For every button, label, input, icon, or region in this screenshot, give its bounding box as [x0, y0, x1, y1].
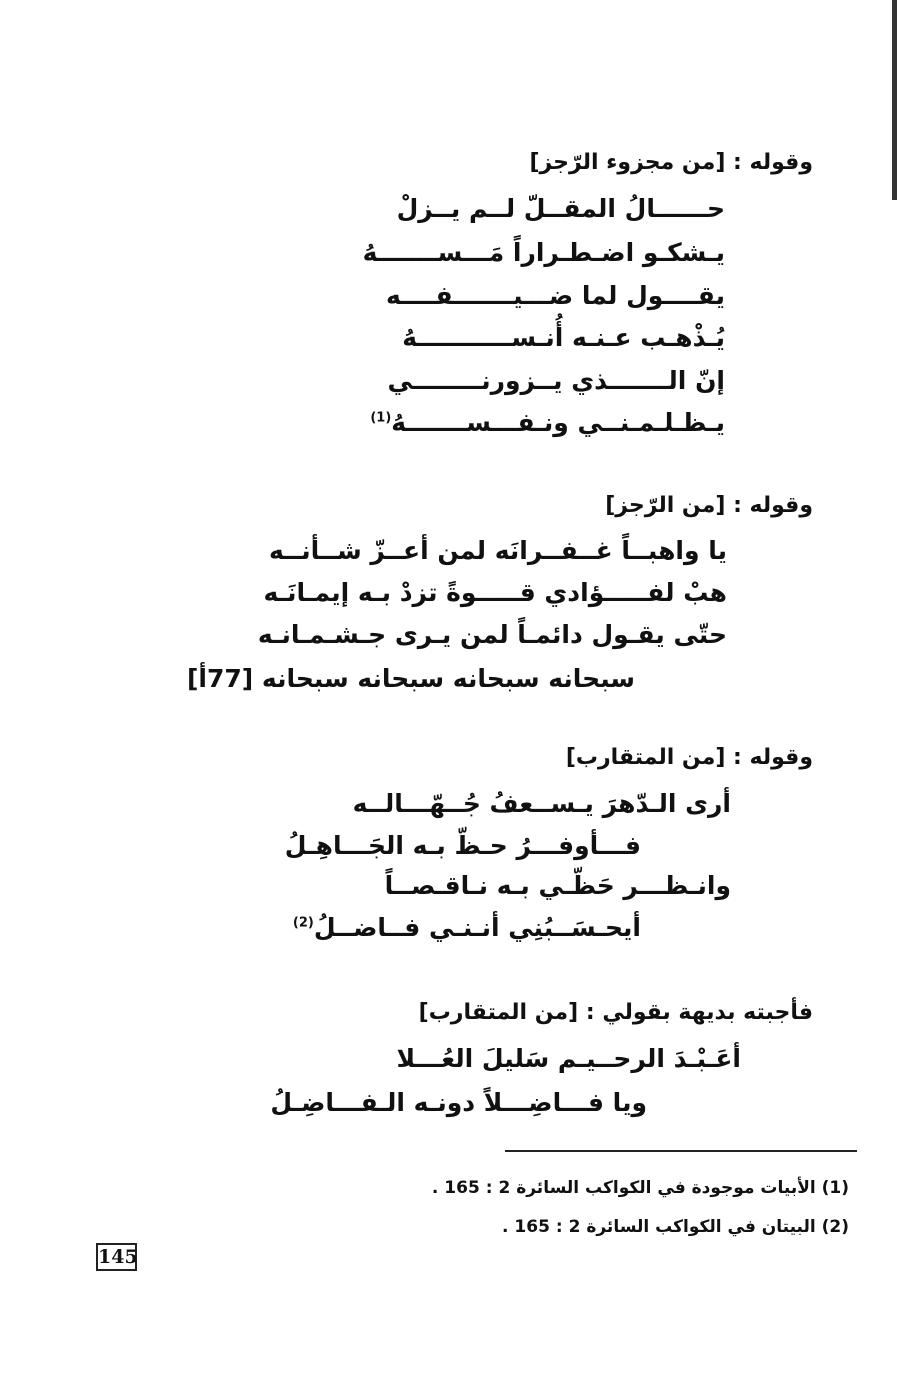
- section-1-heading: وقوله : [من مجزوء الرّجز]: [529, 150, 813, 175]
- verse-2-3: حتّى يقـول دائمـاً لمن يـرى جـشـمـانـه: [257, 620, 727, 649]
- section-3-heading: وقوله : [من المتقارب]: [565, 745, 813, 770]
- page-number: 145: [96, 1243, 137, 1271]
- verse-2-4: سبحانه سبحانه سبحانه سبحانه [77أ]: [186, 664, 635, 693]
- section-2-heading: وقوله : [من الرّجز]: [605, 493, 813, 518]
- verse-4-1: أعَـبْـدَ الرحــيـم سَليلَ العُـــلا: [396, 1044, 741, 1073]
- verse-1-6-text: يـظـلـمـنــي ونـفـــســـــــهُ: [391, 408, 725, 437]
- verse-3-4-text: أيحـسَــبُنِي أنـنـي فــاضــلُ: [313, 913, 641, 942]
- verse-2-2: هبْ لفـــــؤادي قـــــوةً تزدْ بـه إيمـانَـه: [263, 578, 727, 607]
- verse-3-1: أرى الـدّهرَ يـســعفُ جُــهّـــالــه: [352, 789, 731, 818]
- footnote-2: (2) البيتان في الكواكب السائرة 2 : 165 .: [502, 1217, 849, 1237]
- footnote-mark-2: (2): [292, 915, 314, 931]
- verse-1-2: يـشكـو اضـطـراراً مَـــســـــــهُ: [362, 238, 725, 267]
- footnote-mark-1: (1): [370, 410, 392, 426]
- verse-2-1: يا واهبــاً غــفــرانَه لمن أعــزّ شــأنــه: [269, 536, 727, 565]
- verse-3-2: فـــأوفـــرُ حـظّ بـه الجَـــاهِـلُ: [284, 831, 641, 860]
- verse-1-5: إنّ الـــــــذي يــزورنــــــــي: [387, 366, 725, 395]
- footnote-1: (1) الأبيات موجودة في الكواكب السائرة 2 : 165 .: [431, 1178, 849, 1198]
- verse-1-3: يقــــول لما ضـــيـــــــفــــه: [385, 281, 725, 310]
- verse-1-6: [370, 410, 725, 435]
- verse-1-4: يُـذْهـب عـنـه أُنـســـــــــــهُ: [402, 323, 725, 352]
- verse-1-1: حــــــالُ المقــلّ لــم يــزلْ: [396, 194, 725, 223]
- section-4-heading: فأجبته بديهة بقولي : [من المتقارب]: [418, 1000, 813, 1025]
- verse-4-2: ويا فـــاضِـــلاً دونـه الـفـــاضِـلُ: [270, 1088, 647, 1117]
- footnote-separator: [505, 1150, 857, 1152]
- verse-3-4: [293, 915, 641, 940]
- page-edge-rule: [892, 0, 897, 200]
- verse-3-3: وانـظـــر حَظّـي بـه نـاقـصــاً: [384, 871, 731, 900]
